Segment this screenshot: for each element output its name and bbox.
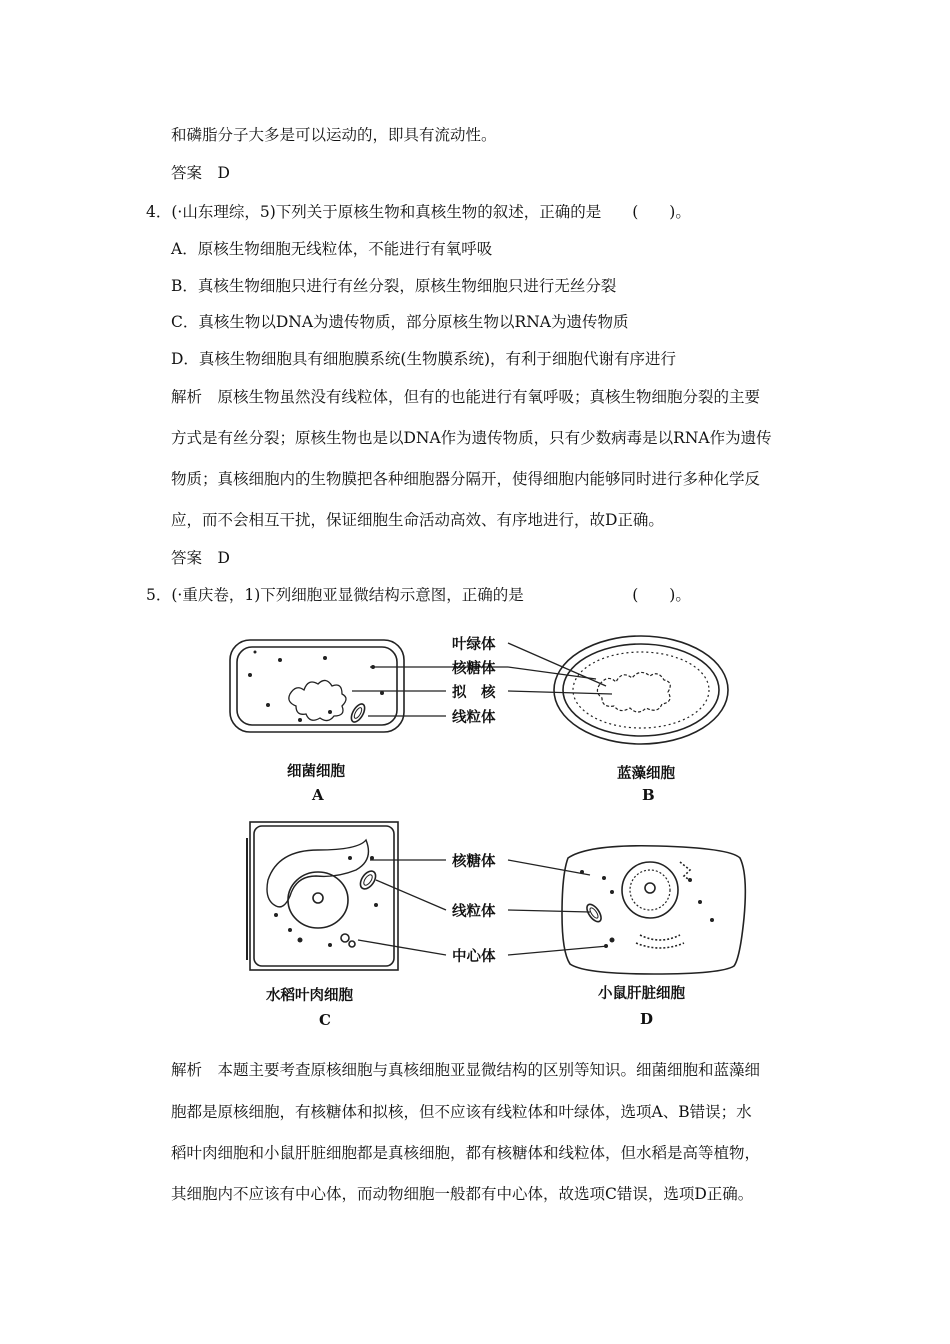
q3-answer: 答案 D <box>171 164 230 182</box>
label-ribosome: 核糖体 <box>452 854 496 870</box>
q5-analysis-line: 其细胞内不应该有中心体，而动物细胞一般都有中心体，故选项C错误，选项D正确。 <box>171 1185 754 1203</box>
bacteria-cell-drawing <box>230 640 404 732</box>
q5-analysis-line: 胞都是原核细胞，有核糖体和拟核，但不应该有线粒体和叶绿体，选项A、B错误；水 <box>171 1103 752 1121</box>
q4-option-a: A．原核生物细胞无线粒体，不能进行有氧呼吸 <box>171 240 493 258</box>
caption-b-name: 蓝藻细胞 <box>617 766 675 782</box>
label-centrosome: 中心体 <box>452 949 496 965</box>
q4-analysis-line: 应，而不会相互干扰，保证细胞生命活动高效、有序地进行，故D正确。 <box>171 511 664 529</box>
q4-option-c: C．真核生物以DNA为遗传物质，部分原核生物以RNA为遗传物质 <box>171 313 629 331</box>
label-chloroplast: 叶绿体 <box>452 637 496 653</box>
q5-analysis-line: 解析 本题主要考查原核细胞与真核细胞亚显微结构的区别等知识。细菌细胞和蓝藻细 <box>171 1061 761 1079</box>
caption-a-name: 细菌细胞 <box>287 764 345 780</box>
caption-c-letter: C <box>319 1011 331 1029</box>
label-mitochondrion: 线粒体 <box>452 904 496 920</box>
rice-cell-drawing <box>246 822 398 970</box>
mouse-liver-cell-drawing <box>562 846 745 974</box>
q5-stem: 5．(·重庆卷，1)下列细胞亚显微结构示意图，正确的是 ( )。 <box>146 586 691 604</box>
cyanobacteria-cell-drawing <box>554 636 728 744</box>
q4-stem: 4．(·山东理综，5)下列关于原核生物和真核生物的叙述，正确的是 ( )。 <box>146 203 691 221</box>
caption-d-name: 小鼠肝脏细胞 <box>598 986 685 1002</box>
caption-a-letter: A <box>312 786 324 804</box>
q5-analysis-line: 稻叶肉细胞和小鼠肝脏细胞都是真核细胞，都有核糖体和线粒体，但水稻是高等植物， <box>171 1144 761 1162</box>
q4-option-b: B．真核生物细胞只进行有丝分裂，原核生物细胞只进行无丝分裂 <box>171 277 617 295</box>
label-ribosome: 核糖体 <box>452 661 496 677</box>
caption-b-letter: B <box>642 786 655 804</box>
caption-d-letter: D <box>640 1010 654 1028</box>
q4-analysis-line: 解析 原核生物虽然没有线粒体，但有的也能进行有氧呼吸；真核生物细胞分裂的主要 <box>171 388 761 406</box>
q4-analysis-line: 方式是有丝分裂；原核生物也是以DNA作为遗传物质，只有少数病毒是以RNA作为遗传 <box>171 429 772 447</box>
q4-answer: 答案 D <box>171 549 230 567</box>
q4-analysis-line: 物质；真核细胞内的生物膜把各种细胞器分隔开，使得细胞内能够同时进行多种化学反 <box>171 470 761 488</box>
label-mitochondrion: 线粒体 <box>452 710 496 726</box>
q3-tail-text: 和磷脂分子大多是可以运动的，即具有流动性。 <box>171 126 497 144</box>
caption-c-name: 水稻叶肉细胞 <box>266 988 353 1004</box>
q4-option-d: D．真核生物细胞具有细胞膜系统(生物膜系统)，有利于细胞代谢有序进行 <box>171 350 677 368</box>
label-nucleoid: 拟 核 <box>452 685 496 701</box>
